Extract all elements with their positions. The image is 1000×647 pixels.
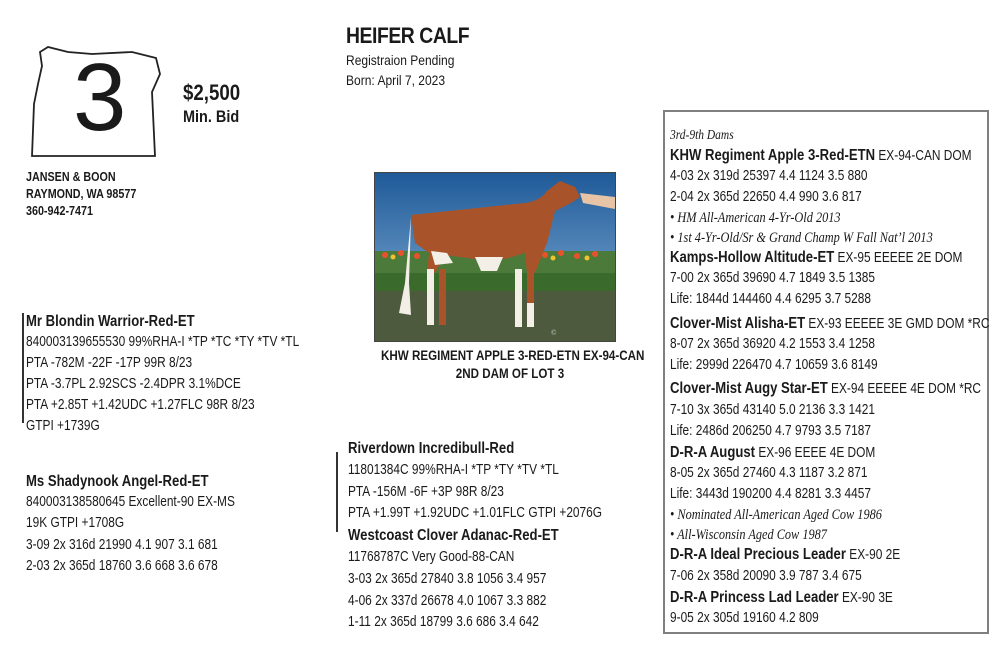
cow-photo-illustration [375,173,615,341]
consignor-name: JANSEN & BOON [26,170,116,184]
photo-caption-relation: 2ND DAM OF LOT 3 [455,366,565,381]
dam-entry-name: KHW Regiment Apple 3-Red-ETN [670,147,876,164]
dam-entry-header [670,247,962,269]
photo-caption-name: KHW REGIMENT APPLE 3-RED-ETN EX-94-CAN [381,348,645,363]
dam-sire-line: PTA -156M -6F +3P 98R 8/23 [348,484,504,500]
dam-entry-note: • All-Wisconsin Aged Cow 1987 [670,527,827,543]
dam-sire-line: 11801384C 99%RHA-I *TP *TY *TV *TL [348,462,559,478]
dam-sire-line: PTA +1.99T +1.92UDC +1.01FLC GTPI +2076G [348,505,603,521]
dam-entry-line: 4-03 2x 319d 25397 4.4 1124 3.5 880 [670,168,868,184]
dam-entry-line: Life: 1844d 144460 4.4 6295 3.7 5288 [670,291,872,307]
dam-entry-line: 7-10 3x 365d 43140 5.0 2136 3.3 1421 [670,402,875,418]
min-bid-label: Min. Bid [183,107,240,126]
sire-name: Mr Blondin Warrior-Red-ET [26,313,195,330]
dam-entry-note: • Nominated All-American Aged Cow 1986 [670,507,882,523]
dam-entry-name: Clover-Mist Augy Star-ET [670,380,828,397]
birth-date: Born: April 7, 2023 [346,72,446,88]
dam-entry-name: D-R-A Princess Lad Leader [670,589,839,606]
dam-name: Ms Shadynook Angel-Red-ET [26,473,209,490]
dam-entry-class: EX-95 EEEEE 2E DOM [837,250,963,266]
consignor-phone: 360-942-7471 [26,204,93,218]
granddam-line: 1-11 2x 365d 18799 3.6 686 3.4 642 [348,614,539,630]
dams-box-label: 3rd-9th Dams [670,128,734,143]
sire-line: GTPI +1739G [26,418,100,434]
sire-line: PTA -782M -22F -17P 99R 8/23 [26,355,193,371]
dam-entry-name: D-R-A August [670,444,756,461]
dam-entry-note: • HM All-American 4-Yr-Old 2013 [670,210,841,226]
registration-status: Registraion Pending [346,52,455,68]
svg-text:©: © [551,329,557,337]
dam-entry-line: 8-05 2x 365d 27460 4.3 1187 3.2 871 [670,465,868,481]
dam-entry-header [670,145,972,167]
dam-entry-name: D-R-A Ideal Precious Leader [670,546,846,563]
granddam-line: 11768787C Very Good-88-CAN [348,549,515,565]
dam-entry-line: Life: 2999d 226470 4.7 10659 3.6 8149 [670,357,878,373]
dam-entry-class: EX-94 EEEEE 4E DOM *RC [831,381,982,397]
dam-entry-class: EX-90 3E [841,590,893,606]
dam-entry-header [670,587,893,609]
dam-entry-name: Clover-Mist Alisha-ET [670,315,806,332]
dam-entry-header [670,378,981,400]
pedigree-bracket-damsire [336,452,338,532]
dam-entry-line: Life: 2486d 206250 4.7 9793 3.5 7187 [670,423,872,439]
granddam-line: 4-06 2x 337d 26678 4.0 1067 3.3 882 [348,593,547,609]
dam-line: 3-09 2x 316d 21990 4.1 907 3.1 681 [26,537,218,553]
dam-entry-note: • 1st 4-Yr-Old/Sr & Grand Champ W Fall Nat’l 2013 [670,230,933,246]
sire-line: 840003139655530 99%RHA-I *TP *TC *TY *TV *TL [26,334,300,350]
min-bid-price: $2,500 [183,80,241,105]
dam-entry-line: 7-06 2x 358d 20090 3.9 787 3.4 675 [670,568,862,584]
dam-line: 840003138580645 Excellent-90 EX-MS [26,494,235,510]
dam-entry-header [670,544,900,566]
lot-number: 3 [73,44,127,151]
dam-entry-header [670,442,875,464]
dam-entry-name: Kamps-Hollow Altitude-ET [670,249,835,266]
dam-entry-line: 9-05 2x 305d 19160 4.2 809 [670,610,819,626]
dam-line: 19K GTPI +1708G [26,515,125,531]
dam-entry-header [670,313,989,335]
dam-entry-line: 8-07 2x 365d 36920 4.2 1553 3.4 1258 [670,336,875,352]
dam-entry-class: EX-90 2E [849,547,901,563]
pedigree-bracket-sire [22,313,24,423]
sire-line: PTA -3.7PL 2.92SCS -2.4DPR 3.1%DCE [26,376,241,392]
dam-entry-line: 7-00 2x 365d 39690 4.7 1849 3.5 1385 [670,270,875,286]
dam-entry-class: EX-94-CAN DOM [878,148,972,164]
dam-photo [374,172,616,342]
dam-line: 2-03 2x 365d 18760 3.6 668 3.6 678 [26,558,218,574]
consignor-address: RAYMOND, WA 98577 [26,187,137,201]
dam-sire-name: Riverdown Incredibull-Red [348,440,515,457]
dam-entry-class: EX-96 EEEE 4E DOM [758,445,876,461]
animal-title: HEIFER CALF [346,23,470,48]
dam-entry-line: 2-04 2x 365d 22650 4.4 990 3.6 817 [670,189,862,205]
dam-entry-class: EX-93 EEEEE 3E GMD DOM *RC [808,316,990,332]
granddam-line: 3-03 2x 365d 27840 3.8 1056 3.4 957 [348,571,547,587]
granddam-name: Westcoast Clover Adanac-Red-ET [348,527,559,544]
sire-line: PTA +2.85T +1.42UDC +1.27FLC 98R 8/23 [26,397,255,413]
dam-entry-line: Life: 3443d 190200 4.4 8281 3.3 4457 [670,486,872,502]
